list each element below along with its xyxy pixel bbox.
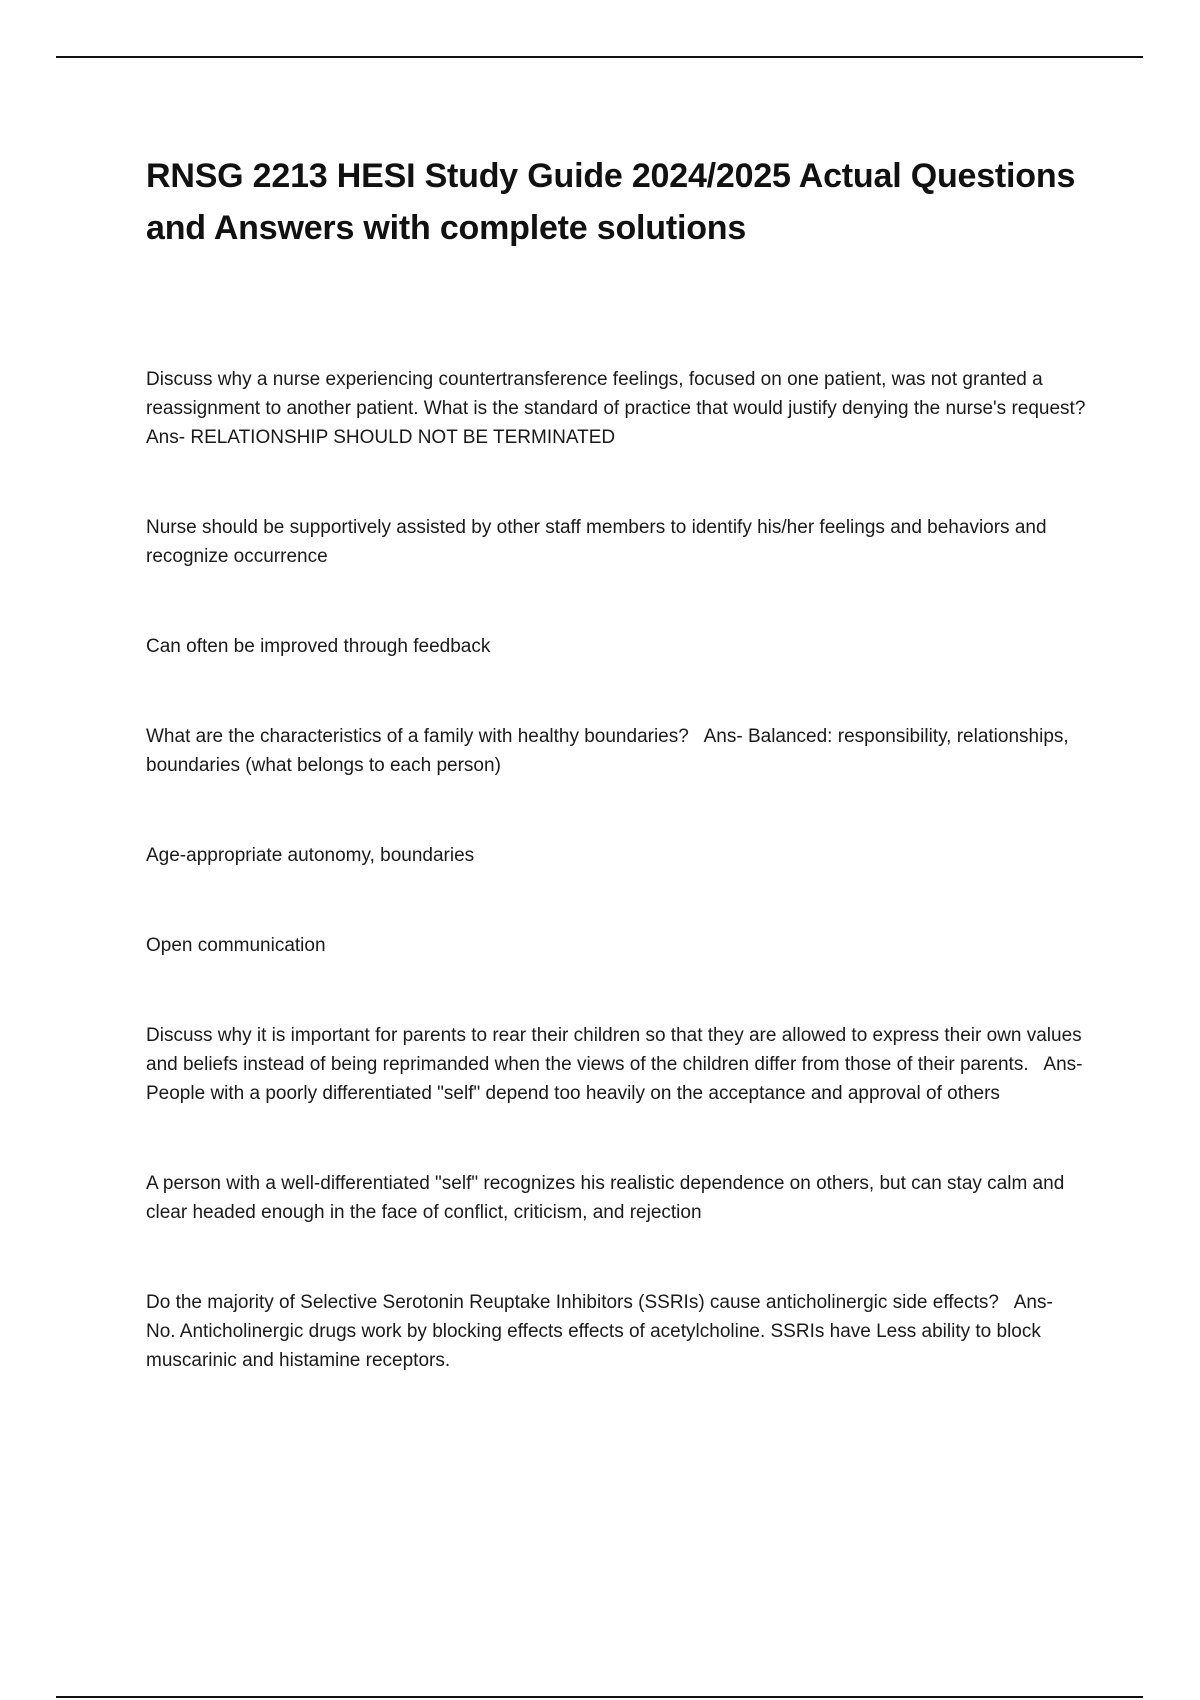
- document-body: [146, 365, 1101, 1375]
- top-rule: [56, 56, 1143, 58]
- paragraph-6: Open communication: [146, 935, 326, 956]
- paragraph-5: Age-appropriate autonomy, boundaries: [146, 845, 475, 866]
- paragraph-3: Can often be improved through feedback: [146, 636, 491, 657]
- document-page: [146, 150, 1101, 1375]
- paragraph-2: Nurse should be supportively assisted by other staff members to identify his/her feelings and behaviors and recognize occurrence: [146, 517, 1052, 567]
- paragraph-9: Do the majority of Selective Serotonin Reuptake Inhibitors (SSRIs) cause anticholinergic side effects? Ans- No. Anticholinergic drugs work by blocking effects effects of acetylcholine. SSRIs have Less ability to block muscarinic and histamine receptors.: [146, 1292, 1059, 1371]
- bottom-rule: [56, 1696, 1143, 1698]
- paragraph-4: What are the characteristics of a family with healthy boundaries? Ans- Balanced: responsibility, relationships, boundaries (what belongs to each person): [146, 726, 1074, 776]
- paragraph-7: Discuss why it is important for parents to rear their children so that they are allowed to express their own values and beliefs instead of being reprimanded when the views of the children differ from those of their parents. Ans- People with a poorly differentiated "self" depend too heavily on the acceptance and approval of others: [146, 1025, 1088, 1104]
- paragraph-8: A person with a well-differentiated "self" recognizes his realistic dependence on others, but can stay calm and clear headed enough in the face of conflict, criticism, and rejection: [146, 1173, 1070, 1223]
- paragraph-1: Discuss why a nurse experiencing countertransference feelings, focused on one patient, was not granted a reassignment to another patient. What is the standard of practice that would justify denying the nurse's request? Ans- RELATIONSHIP SHOULD NOT BE TERMINATED: [146, 369, 1101, 448]
- document-title: RNSG 2213 HESI Study Guide 2024/2025 Actual Questions and Answers with complete solutions: [146, 157, 1076, 247]
